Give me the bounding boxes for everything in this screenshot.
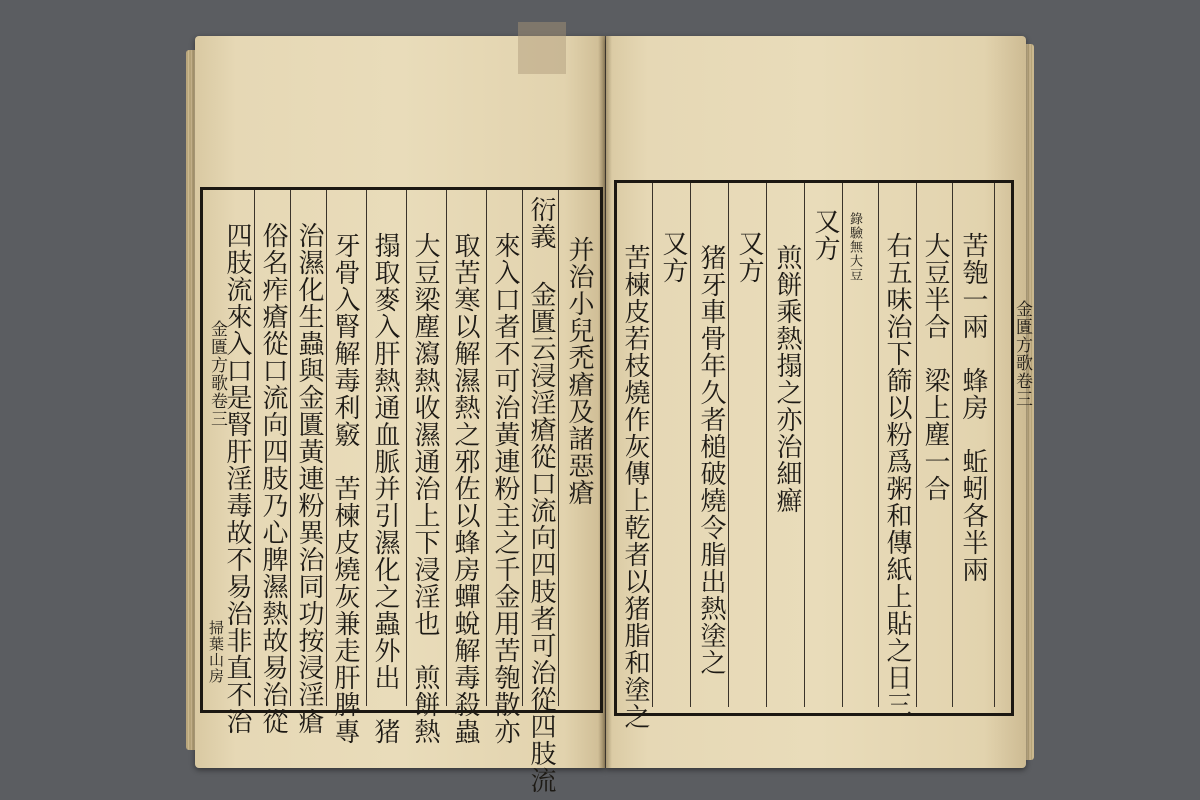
- right-column-6: 煎餅乘熱搨之亦治細癬: [772, 244, 802, 514]
- publisher-label: 掃葉山房: [207, 620, 225, 684]
- left-column-4: 大豆梁塵瀉熱收濕通治上下浸淫也 煎餅熱: [410, 232, 440, 745]
- right-column-10: 苦楝皮若枝燒作灰傳上乾者以猪脂和塗之: [620, 244, 650, 730]
- left-column-8: 俗名痄瘡從口流向四肢乃心脾濕熱故易治從: [258, 222, 288, 735]
- left-side-label: 金匱方歌卷三: [207, 320, 227, 428]
- right-column-8: 猪牙車骨年久者槌破燒令脂出熱塗之: [696, 244, 726, 676]
- left-column-1: 衍義 金匱云浸淫瘡從口流向四肢者可治從四肢流: [526, 196, 556, 794]
- right-column-2: 大豆半合 梁上塵一合: [920, 232, 950, 502]
- left-heading: 并治小兒禿瘡及諸惡瘡: [564, 236, 594, 506]
- right-side-label: 金匱方歌卷三: [1012, 300, 1032, 408]
- library-seal: [518, 22, 566, 74]
- left-column-7: 治濕化生蟲與金匱黃連粉異治同功按浸淫瘡: [294, 222, 324, 735]
- left-column-5: 搨取麥入肝熱通血脈并引濕化之蟲外出 猪: [370, 232, 400, 745]
- right-column-4: 錄驗無大豆: [847, 212, 862, 282]
- right-column-7: 又方: [734, 230, 764, 284]
- right-column-9: 又方: [658, 230, 688, 284]
- left-column-9: 四肢流來入口是腎肝淫毒故不易治非直不治: [222, 222, 252, 735]
- left-column-2: 來入口者不可治黃連粉主之千金用苦匏散亦: [490, 232, 520, 745]
- left-column-6: 牙骨入腎解毒利竅 苦楝皮燒灰兼走肝脾專: [330, 232, 360, 745]
- left-column-3: 取苦寒以解濕熱之邪佐以蜂房蟬蛻解毒殺蟲: [450, 232, 480, 745]
- right-column-3: 右五味治下篩以粉爲粥和傳紙上貼之日三: [882, 232, 912, 718]
- right-column-1: 苦匏一兩 蜂房 蚯蚓各半兩: [958, 232, 988, 583]
- right-column-5: 又方: [810, 208, 840, 262]
